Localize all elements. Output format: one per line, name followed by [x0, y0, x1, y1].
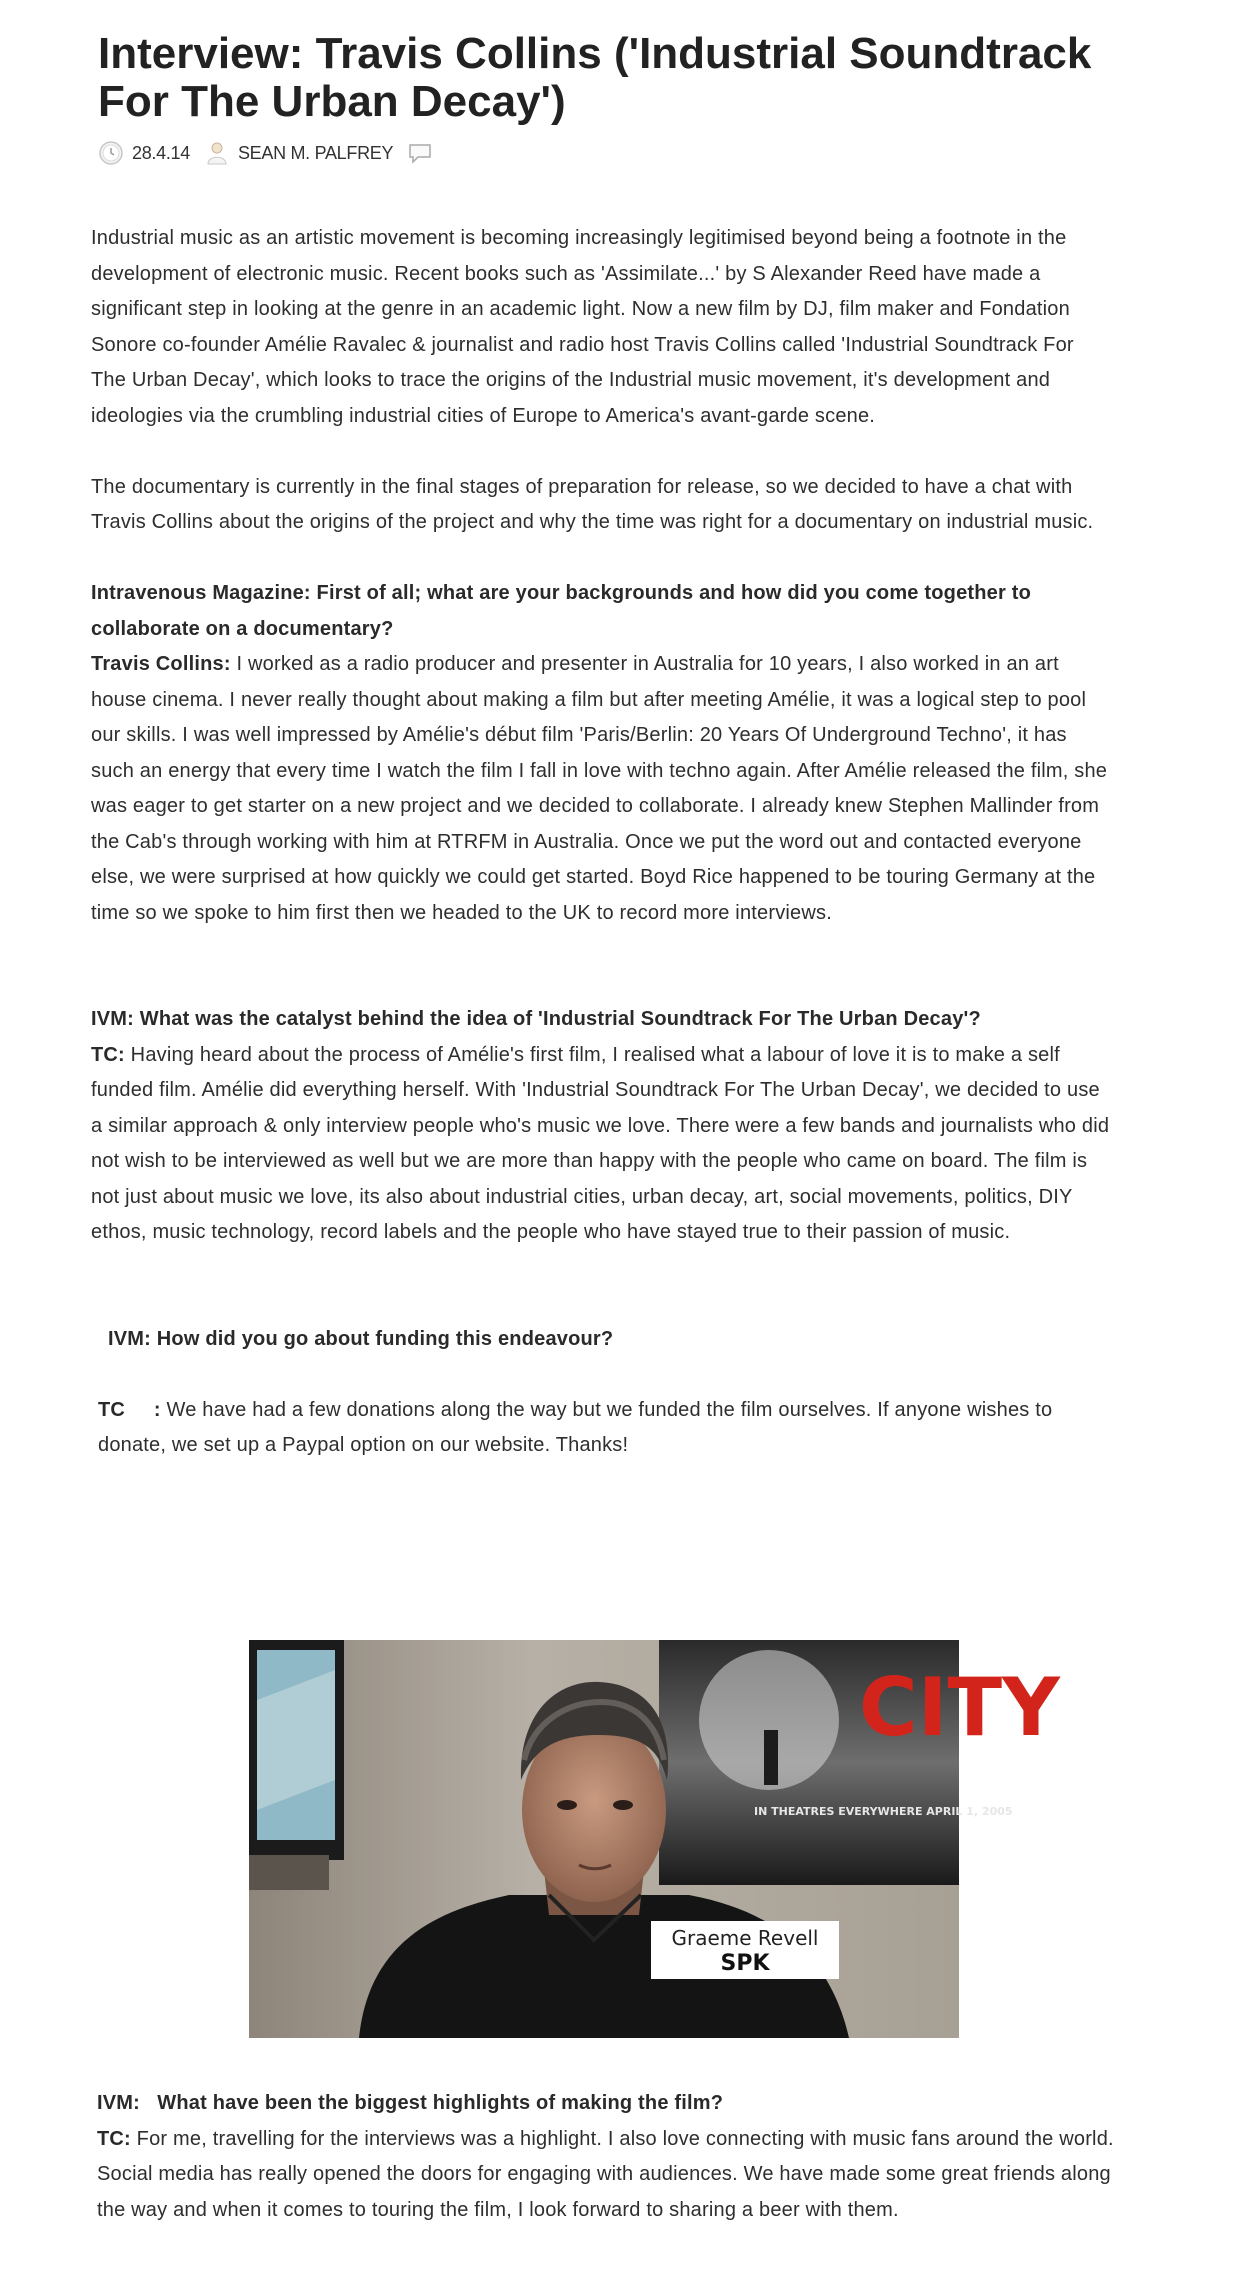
question-label: Intravenous Magazine:: [91, 582, 311, 604]
answer-label: TC:: [91, 1043, 125, 1066]
question-text: What was the catalyst behind the idea of 'Industrial Soundtrack For The Urban Decay'?: [134, 1008, 981, 1030]
article-author[interactable]: SEAN M. PALFREY: [237, 142, 394, 163]
interview-answer: [91, 1393, 1111, 1464]
answer-label: Travis Collins:: [91, 653, 231, 675]
photo-caption: [651, 1921, 839, 1979]
article-title: Interview: Travis Collins ('Industrial Soundtrack For The Urban Decay'): [98, 29, 1092, 126]
question-text: First of all; what are your backgrounds and how did you come together to collaborate on a documentary?: [91, 582, 1032, 640]
intro-paragraph: The documentary is currently in the final stages of preparation for release, so we decided to have a chat with Travis Collins about the origins of the project and why the time was right for a documentary on industrial music.: [91, 475, 1094, 533]
person-icon: [204, 140, 230, 166]
poster-title: CITY: [859, 1661, 1060, 1754]
interview-answer: [91, 1038, 1111, 1251]
answer-label: TC:: [97, 2127, 131, 2150]
answer-label: TC :: [98, 1398, 161, 1421]
interview-question: [91, 1322, 1111, 1358]
caption-band: SPK: [720, 1951, 770, 1976]
question-text: How did you go about funding this endeavour?: [151, 1327, 614, 1350]
article-date: 28.4.14: [132, 142, 190, 163]
question-text: What have been the biggest highlights of making the film?: [140, 2092, 724, 2114]
interview-answer: [97, 2122, 1117, 2229]
answer-text: I worked as a radio producer and presenter in Australia for 10 years, I also worked in an art house cinema. I never really thought about making a film but after meeting Amélie, it was a logical step to pool our skills. I was well impressed by Amélie's début film 'Paris/Berlin: 20 Years Of Underground Techno', it has such an energy that every time I watch the film I fall in love with techno again. After Amélie released the film, she was eager to get starter on a new project and we decided to collaborate. I already knew Stephen Mallinder from the Cab's through working with him at RTRFM in Australia. Once we put the word out and contacted everyone else, we were surprised at how quickly we could get started. Boyd Rice happened to be touring Germany at the time so we spoke to him first then we headed to the UK to record more interviews.: [91, 653, 1108, 924]
question-label: IVM:: [91, 1008, 135, 1030]
article-body-continued: [97, 2086, 1117, 2228]
answer-text: Having heard about the process of Amélie's first film, I realised what a labour of love it is to make a self funded film. Amélie did everything herself. With 'Industrial Soundtrack For The Urban Decay', we decided to use a similar approach & only interview people who's music we love. There were a few bands and journalists who did not wish to be interviewed as well but we are more than happy with the people who came on board. The film is not just about music we love, its also about industrial cities, urban decay, art, social movements, politics, DIY ethos, music technology, record labels and the people who have stayed true to their passion of music.: [91, 1043, 1110, 1243]
photo-scene: [249, 1640, 1060, 2038]
interview-photo: [249, 1640, 1060, 2038]
answer-text: We have had a few donations along the way but we funded the film ourselves. If anyone wishes to donate, we set up a Paypal option on our website. Thanks!: [98, 1398, 1053, 1456]
speech-bubble-icon[interactable]: [407, 140, 433, 166]
answer-text: For me, travelling for the interviews was a highlight. I also love connecting with music fans around the world. Social media has really opened the doors for engaging with audiences. We have made some great friends along the way and when it comes to touring the film, I look forward to sharing a beer with them.: [97, 2127, 1114, 2221]
article-body: [91, 221, 1111, 1464]
poster-tagline: IN THEATRES EVERYWHERE APRIL 1, 2005: [754, 1805, 1013, 1818]
clock-icon: [98, 140, 124, 166]
interview-question: [91, 1002, 1111, 1038]
intro-paragraph: Industrial music as an artistic movement is becoming increasingly legitimised beyond being a footnote in the development of electronic music. Recent books such as 'Assimilate...' by S Alexander Reed have made a significant step in looking at the genre in an academic light. Now a new film by DJ, film maker and Fondation Sonore co-founder Amélie Ravalec & journalist and radio host Travis Collins called 'Industrial Soundtrack For The Urban Decay', which looks to trace the origins of the Industrial music movement, it's development and ideologies via the crumbling industrial cities of Europe to America's avant-garde scene.: [91, 227, 1074, 427]
interview-question: [97, 2086, 1117, 2122]
interview-question: [91, 576, 1111, 647]
article-meta: [98, 136, 441, 170]
interview-answer: [91, 647, 1111, 931]
question-label: IVM:: [97, 2092, 141, 2114]
caption-name: Graeme Revell: [671, 1926, 819, 1950]
question-label: IVM:: [108, 1327, 152, 1350]
